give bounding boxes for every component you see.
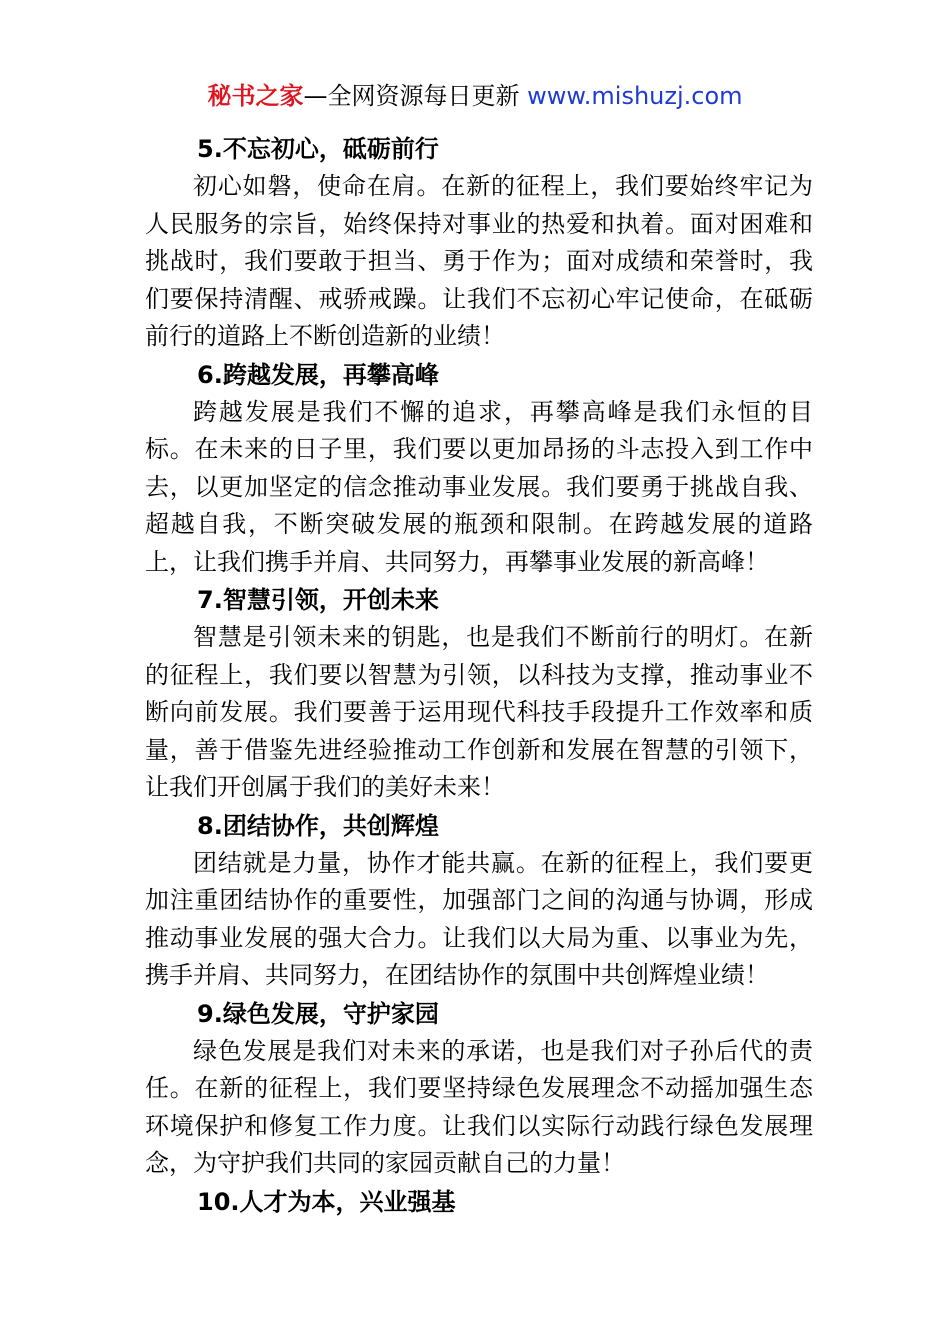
document-body [145,130,813,1221]
section-heading-5: 5.不忘初心，砥砺前行 [197,135,439,163]
site-url[interactable]: www.mishuzj.com [527,82,743,110]
section-heading-9: 9.绿色发展，守护家园 [197,999,439,1028]
section-heading-8: 8.团结协作，共创辉煌 [197,811,439,840]
section-paragraph-9: 绿色发展是我们对未来的承诺，也是我们对子孙后代的责任。在新的征程上，我们要坚持绿色发展理念不动摇加强生态环境保护和修复工作力度。让我们以实际行动践行绿色发展理念，为守护我们共同的家园贡献自己的力量！ [145,1036,813,1177]
section-paragraph-6: 跨越发展是我们不懈的追求，再攀高峰是我们永恒的目标。在未来的日子里，我们要以更加昂扬的斗志投入到工作中去，以更加坚定的信念推动事业发展。我们要勇于挑战自我、超越自我，不断突破发展的瓶颈和限制。在跨越发展的道路上，让我们携手并肩、共同努力，再攀事业发展的新高峰！ [145,397,813,576]
section-paragraph-8: 团结就是力量，协作才能共赢。在新的征程上，我们要更加注重团结协作的重要性，加强部门之间的沟通与协调，形成推动事业发展的强大合力。让我们以大局为重、以事业为先，携手并肩、共同努力，在团结协作的氛围中共创辉煌业绩！ [145,848,813,989]
section-heading-10: 10.人才为本，兴业强基 [197,1187,456,1216]
site-header [0,80,950,112]
section-paragraph-7: 智慧是引领未来的钥匙，也是我们不断前行的明灯。在新的征程上，我们要以智慧为引领，以科技为支撑，推动事业不断向前发展。我们要善于运用现代科技手段提升工作效率和质量，善于借鉴先进经验推动工作创新和发展在智慧的引领下，让我们开创属于我们的美好未来！ [145,623,813,801]
section-heading-6: 6.跨越发展，再攀高峰 [197,360,439,389]
section-paragraph-5: 初心如磐，使命在肩。在新的征程上，我们要始终牢记为人民服务的宗旨，始终保持对事业的热爱和执着。面对困难和挑战时，我们要敢于担当、勇于作为；面对成绩和荣誉时，我们要保持清醒、戒骄戒躁。让我们不忘初心牢记使命，在砥砺前行的道路上不断创造新的业绩！ [145,172,813,350]
site-brand: 秘书之家 [207,82,304,110]
section-heading-7: 7.智慧引领，开创未来 [197,586,439,614]
site-tagline: —全网资源每日更新 [303,82,528,110]
